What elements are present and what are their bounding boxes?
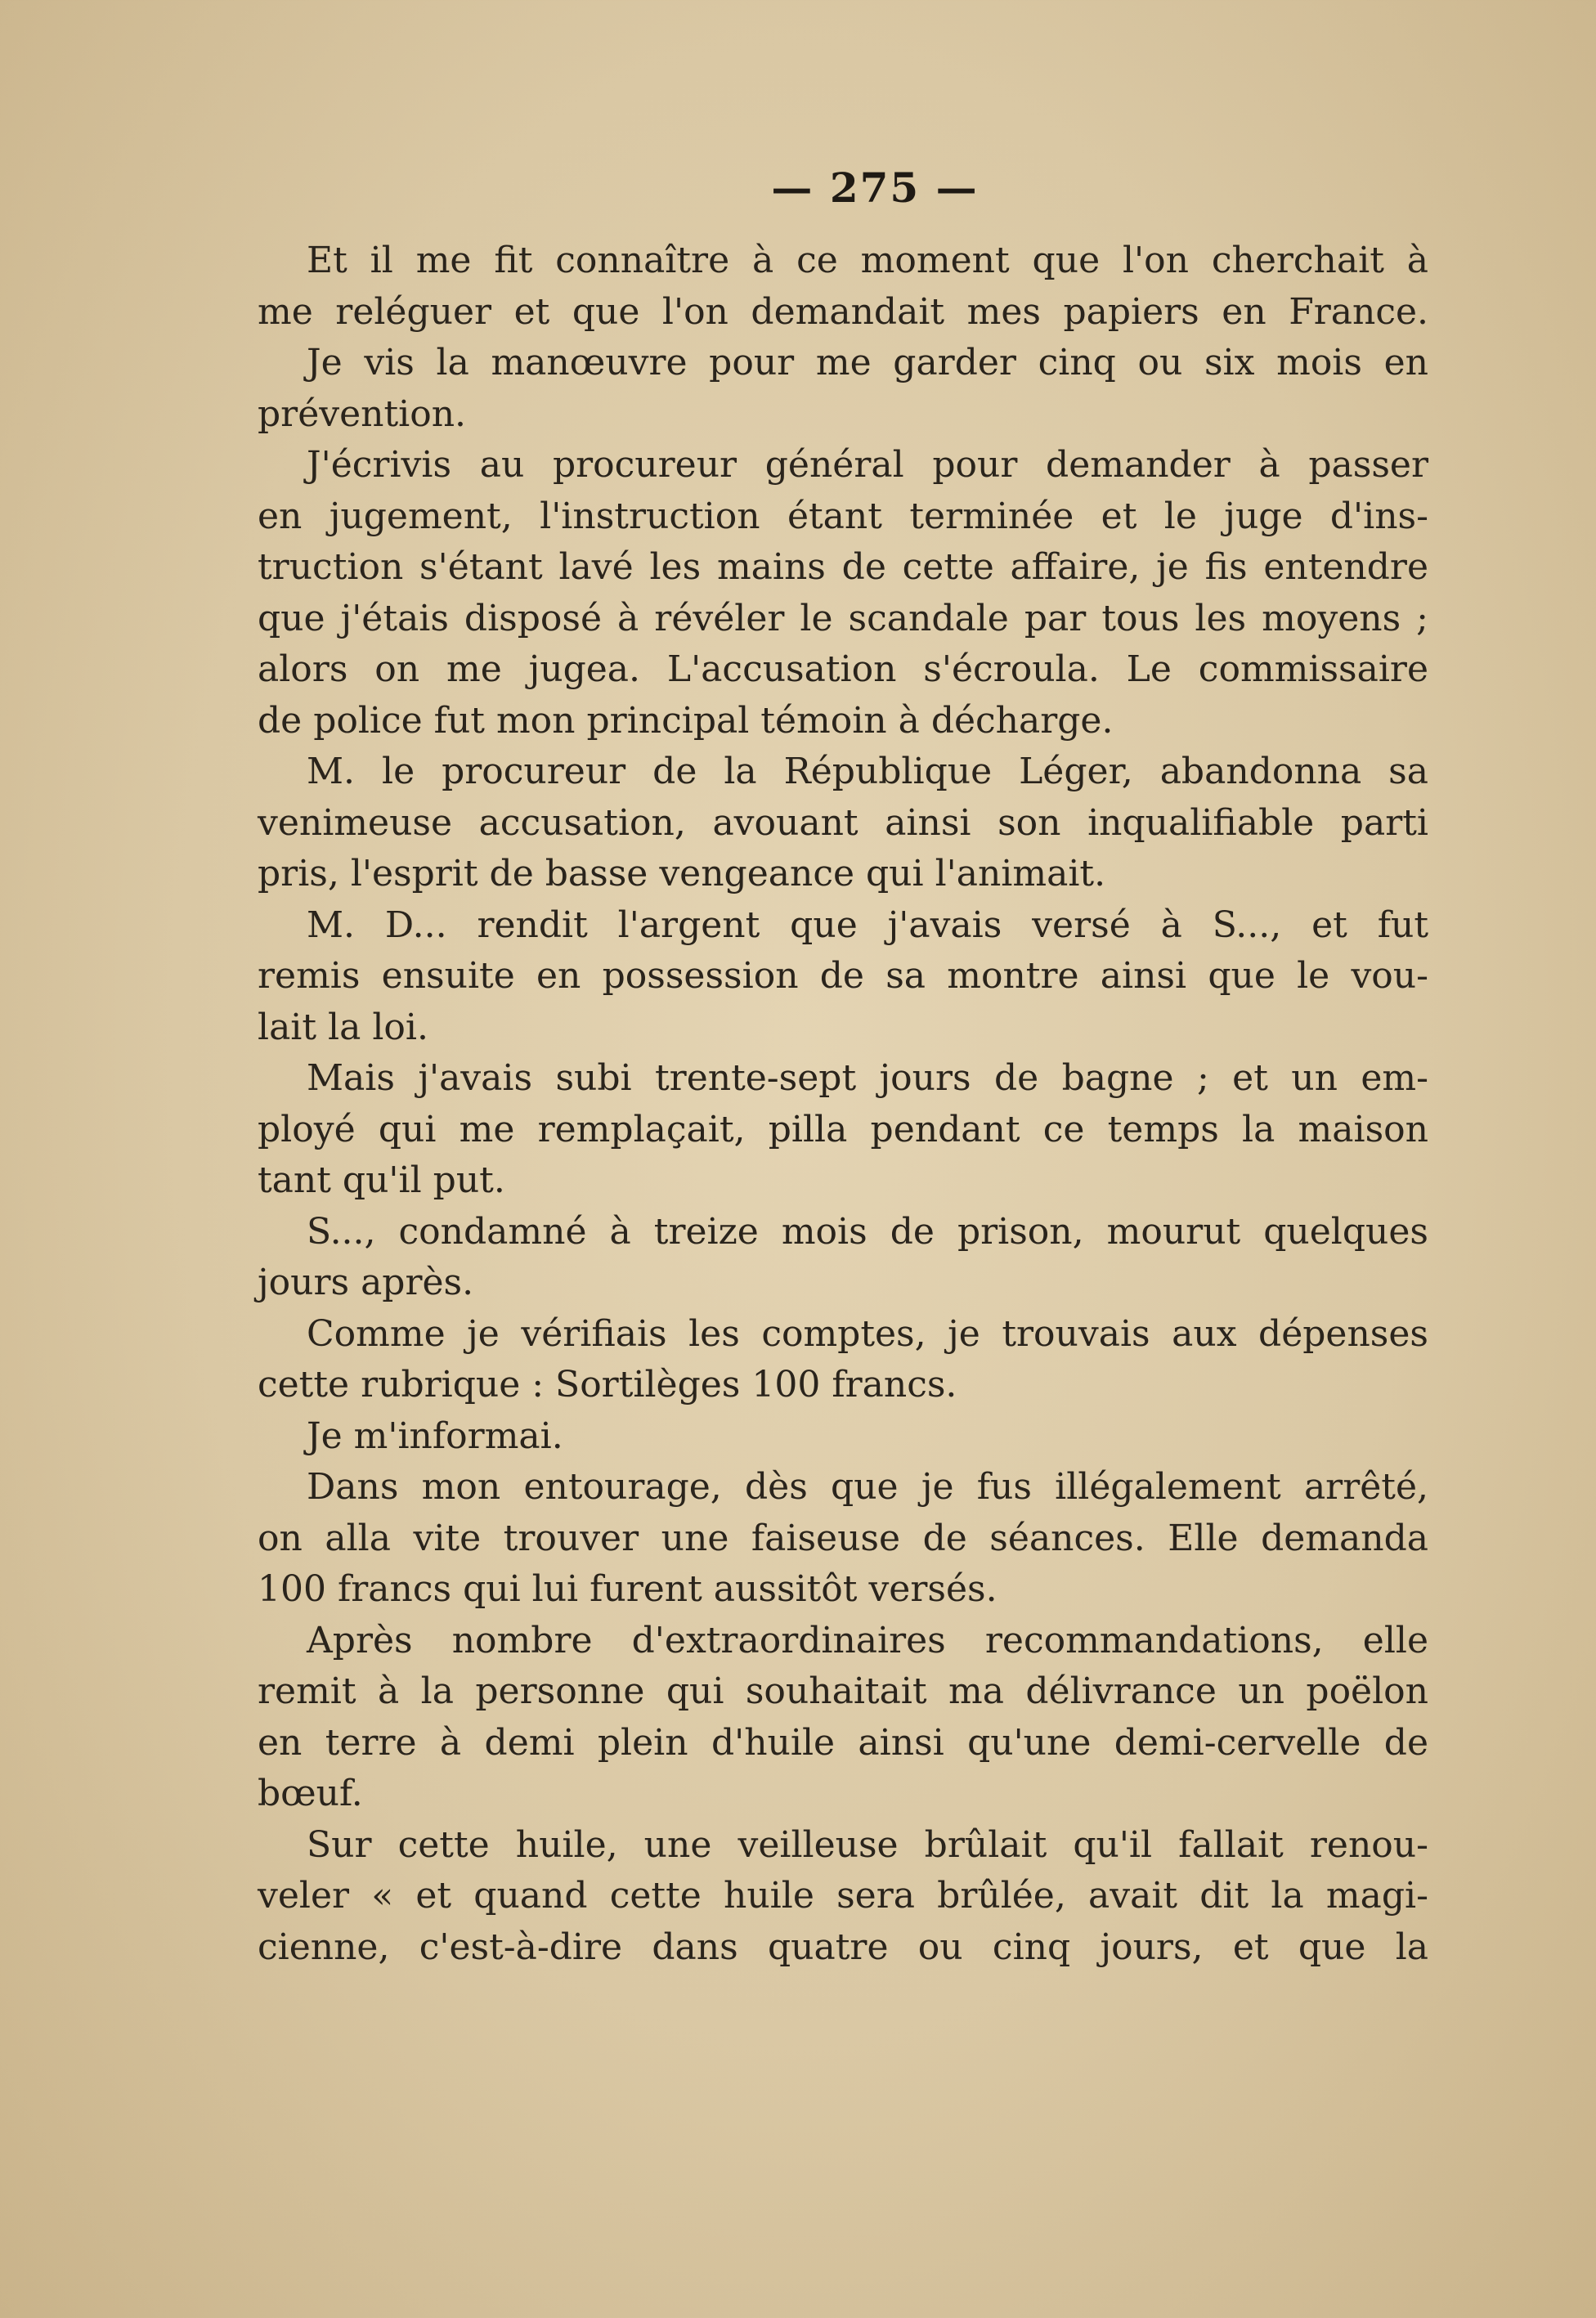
text-line: jours après.: [258, 1262, 474, 1303]
text-line: que j'étais disposé à révéler le scandale par tous les moyens ;: [258, 597, 1428, 639]
text-line: on alla vite trouver une faiseuse de séances. Elle demanda: [258, 1517, 1428, 1559]
text-line: ployé qui me remplaçait, pilla pendant ce temps la maison: [258, 1108, 1428, 1150]
text-line: Sur cette huile, une veilleuse brûlait qu'il fallait renou-: [307, 1823, 1428, 1866]
text-line: M. le procureur de la République Léger, abandonna sa: [307, 751, 1428, 792]
text-line: M. D... rendit l'argent que j'avais versé à S..., et fut: [307, 903, 1428, 946]
text-line: alors on me jugea. L'accusation s'écroula. Le commissaire: [258, 648, 1428, 690]
text-line: remit à la personne qui souhaitait ma délivrance un poëlon: [258, 1670, 1428, 1712]
text-line: Je m'informai.: [307, 1415, 563, 1457]
text-line: cette rubrique : Sortilèges 100 francs.: [258, 1364, 957, 1406]
text-line: Mais j'avais subi trente-sept jours de bagne ; et un em-: [307, 1057, 1428, 1099]
text-line: Et il me fit connaître à ce moment que l'on cherchait à: [307, 240, 1428, 281]
body-text: [258, 235, 1428, 1973]
text-line: Comme je vérifiais les comptes, je trouvais aux dépenses: [307, 1312, 1428, 1355]
text-line: prévention.: [258, 392, 467, 435]
text-line: J'écrivis au procureur général pour demander à passer: [307, 444, 1428, 486]
text-line: Après nombre d'extraordinaires recommandations, elle: [307, 1619, 1428, 1661]
text-line: lait la loi.: [258, 1006, 428, 1048]
text-line: remis ensuite en possession de sa montre ainsi que le vou-: [258, 955, 1428, 997]
page-number: — 275 —: [771, 164, 979, 212]
text-line: de police fut mon principal témoin à décharge.: [258, 699, 1114, 742]
text-line: me reléguer et que l'on demandait mes papiers en France.: [258, 290, 1428, 333]
text-line: tant qu'il put.: [258, 1159, 505, 1201]
text-line: truction s'étant lavé les mains de cette affaire, je fis entendre: [258, 546, 1428, 588]
text-line: venimeuse accusation, avouant ainsi son inqualifiable parti: [258, 801, 1428, 844]
text-line: en jugement, l'instruction étant terminée et le juge d'ins-: [258, 495, 1428, 537]
text-line: 100 francs qui lui furent aussitôt versés.: [258, 1568, 998, 1610]
text-line: en terre à demi plein d'huile ainsi qu'une demi-cervelle de: [258, 1721, 1428, 1764]
text-line: bœuf.: [258, 1773, 363, 1814]
text-line: veler « et quand cette huile sera brûlée, avait dit la magi-: [258, 1875, 1428, 1917]
text-line: cienne, c'est-à-dire dans quatre ou cinq jours, et que la: [258, 1926, 1428, 1968]
text-line: pris, l'esprit de basse vengeance qui l'animait.: [258, 853, 1106, 894]
text-line: S..., condamné à treize mois de prison, mourut quelques: [307, 1210, 1428, 1253]
text-line: Je vis la manœuvre pour me garder cinq ou six mois en: [307, 342, 1428, 383]
text-line: Dans mon entourage, dès que je fus illégalement arrêté,: [307, 1466, 1428, 1508]
